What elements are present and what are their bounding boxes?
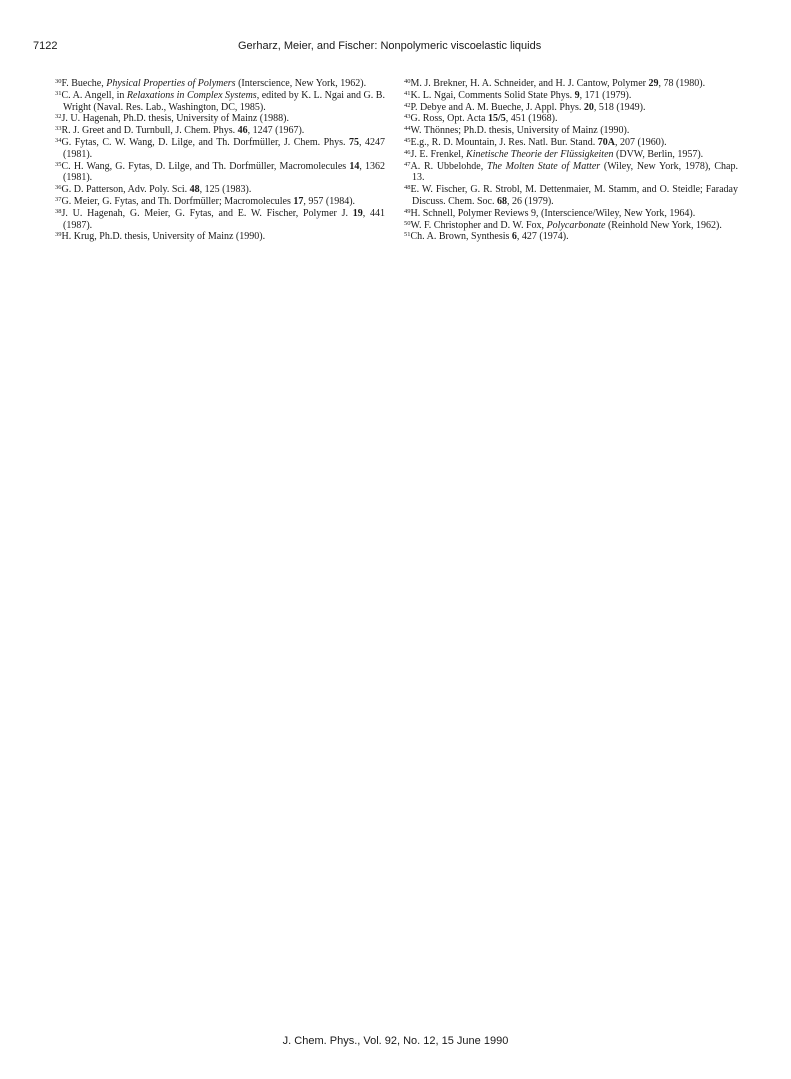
reference-number: 48 [404,184,411,192]
reference-text: , 518 (1949). [593,101,646,113]
reference-text: G. Ross, Opt. Acta [410,113,488,125]
reference-entry [404,90,738,102]
reference-number: 40 [404,78,411,85]
reference-text: , 427 (1974). [516,231,569,243]
reference-text: P. Debye and A. M. Bueche, J. Appl. Phys. [410,101,584,113]
reference-text: Physical Properties of Polymers [106,78,236,89]
reference-text: , 1247 (1967). [247,125,305,137]
reference-text: 15/5 [488,113,506,125]
reference-text: Relaxations in Complex Systems [126,89,257,101]
reference-text: (Wiley, New York, 1978), Chap. 13. [412,160,738,184]
reference-text: G. Fytas, C. W. Wang, D. Lilge, and Th. Dorfmüller, J. Chem. Phys. [61,136,350,148]
reference-number: 31 [55,89,62,97]
reference-entry [404,149,738,161]
reference-text: 75 [349,136,360,148]
reference-text: , 441 (1987). [63,207,386,231]
reference-text: 29 [648,78,659,89]
reference-text: J. E. Frenkel, [410,148,467,160]
reference-text: 20 [583,101,594,113]
references-left-column [55,78,385,243]
reference-text: (DVW, Berlin, 1957). [613,148,704,160]
reference-number: 39 [55,231,62,239]
reference-text: 46 [237,125,248,137]
reference-text: K. L. Ngai, Comments Solid State Phys. [410,89,575,101]
reference-number: 41 [404,89,411,97]
reference-number: 32 [55,113,62,121]
reference-text: , 451 (1968). [505,113,558,125]
reference-text: G. D. Patterson, Adv. Poly. Sci. [61,184,190,196]
reference-number: 47 [404,160,411,168]
reference-entry [55,125,385,137]
reference-text: W. F. Christopher and D. W. Fox, [410,219,547,231]
reference-text: H. Krug, Ph.D. thesis, University of Mainz (1990). [61,231,266,243]
reference-text: Ch. A. Brown, Synthesis [410,231,512,243]
reference-number: 33 [55,125,62,133]
reference-number: 45 [404,136,411,144]
reference-entry [55,196,385,208]
reference-text: W. Thönnes; Ph.D. thesis, University of Mainz (1990). [410,125,630,137]
page-number: 7122 [33,40,58,52]
reference-text: J. U. Hagenah, G. Meier, G. Fytas, and E. W. Fischer, Polymer J. [61,207,353,219]
journal-footer: J. Chem. Phys., Vol. 92, No. 12, 15 June 1990 [282,1035,509,1047]
reference-entry [404,78,738,90]
reference-text: R. J. Greet and D. Turnbull, J. Chem. Phys. [61,125,238,137]
reference-entry [55,161,385,185]
reference-text: , 1362 (1981). [63,160,386,184]
reference-entry [55,113,385,125]
reference-text: J. U. Hagenah, Ph.D. thesis, University of Mainz (1988). [61,113,289,125]
page-header [0,40,791,56]
references-right-column [404,78,738,243]
reference-number: 50 [404,219,411,227]
reference-text: 6 [511,231,517,243]
reference-number: 34 [55,136,62,144]
reference-text: , 207 (1960). [614,136,667,148]
reference-text: 14 [349,160,360,172]
reference-number: 51 [404,231,411,239]
reference-number: 44 [404,125,411,133]
reference-text: Kinetische Theorie der Flüssigkeiten [466,148,614,160]
reference-number: 37 [55,195,62,203]
reference-text: C. H. Wang, G. Fytas, D. Lilge, and Th. Dorfmüller, Macromolecules [61,160,350,172]
reference-entry [404,161,738,185]
reference-text: E. W. Fischer, G. R. Strobl, M. Dettenmaier, M. Stamm, and O. Steidle; Faraday Discuss. Chem. Soc. [410,184,738,207]
reference-text: 9 [574,89,580,101]
reference-entry [404,137,738,149]
reference-text: G. Meier, G. Fytas, and Th. Dorfmüller; Macromolecules [61,195,294,207]
reference-text: A. R. Ubbelohde, [410,160,487,172]
reference-text: (Interscience, New York, 1962). [235,78,367,89]
reference-entry [404,113,738,125]
reference-text: F. Bueche, [61,78,107,89]
reference-entry [404,125,738,137]
reference-text: , 78 (1980). [658,78,706,89]
reference-text: , edited by K. L. Ngai and G. B. Wright (Naval. Res. Lab., Washington, DC, 1985). [63,89,385,113]
running-title: Gerharz, Meier, and Fischer: Nonpolymeric viscoelastic liquids [238,40,542,52]
reference-number: 42 [404,101,411,109]
reference-text: , 171 (1979). [579,89,632,101]
reference-text: C. A. Angell, in [61,89,127,101]
reference-number: 35 [55,160,62,168]
reference-number: 43 [404,113,411,121]
reference-text: , 26 (1979). [507,195,554,207]
reference-entry [404,231,738,243]
reference-text: H. Schnell, Polymer Reviews 9, (Interscience/Wiley, New York, 1964). [410,207,696,219]
reference-entry [55,184,385,196]
reference-text: 19 [352,207,363,219]
reference-entry [404,184,738,208]
reference-text: The Molten State of Matter [486,160,601,172]
reference-entry [55,78,385,90]
reference-entry [55,90,385,114]
reference-number: 46 [404,148,411,156]
reference-entry [55,208,385,232]
reference-text: , 125 (1983). [199,184,252,196]
reference-entry [404,102,738,114]
reference-text: E.g., R. D. Mountain, J. Res. Natl. Bur. Stand. [410,136,598,148]
reference-text: (Reinhold New York, 1962). [605,219,722,231]
reference-text: , 4247 (1981). [63,136,385,160]
reference-number: 30 [55,78,62,85]
reference-text: Polycarbonate [546,219,606,231]
reference-text: 70A [597,136,615,148]
reference-text: 48 [189,184,200,196]
reference-text: , 957 (1984). [303,195,356,207]
reference-entry [404,220,738,232]
reference-number: 49 [404,207,411,215]
reference-entry [55,137,385,161]
reference-entry [55,231,385,243]
reference-text: 17 [293,195,304,207]
reference-entry [404,208,738,220]
reference-text: 68 [497,195,507,207]
reference-text: M. J. Brekner, H. A. Schneider, and H. J. Cantow, Polymer [410,78,649,89]
reference-number: 38 [55,207,62,215]
reference-number: 36 [55,184,62,192]
